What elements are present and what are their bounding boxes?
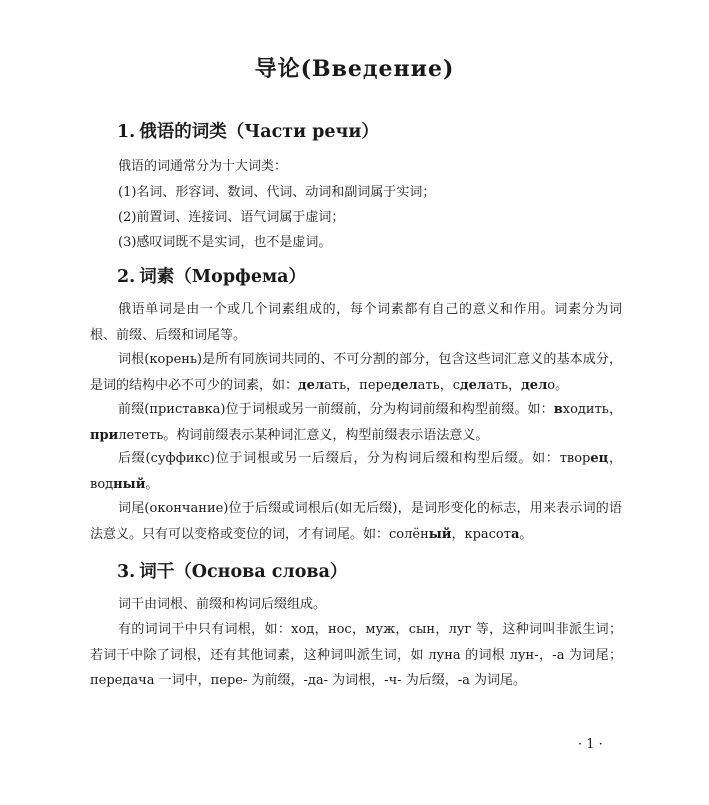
section-2-paragraph-3: 前缀(приставка)位于词根或另一前缀前，分为构词前缀和构型前缀。如：входить，прилететь。构词前缀表示某种词汇意义，构型前缀表示语法意义。 (90, 402, 622, 443)
example-word: делать (298, 377, 347, 393)
example-word: красота (464, 526, 520, 542)
section-2-number: 2. (117, 267, 136, 287)
example-word: дело (521, 377, 556, 393)
section-3-paragraph-1: 词干由词根、前缀和构词后缀组成。 (118, 597, 327, 612)
section-2-paragraph-2: 词根(корень)是所有同族词共同的、不可分割的部分，包含这些词汇意义的基本成分，是词的结构中必不可少的词素，如：делать，переделать，сделать，дело。 (90, 352, 622, 393)
example-word: творец (559, 451, 609, 466)
example-word: водный (90, 476, 146, 492)
example-word: входить (553, 402, 609, 417)
section-3-title: 词干（Основа слова） (139, 562, 348, 582)
example-word: переделать (359, 377, 440, 393)
section-1-heading (117, 118, 379, 143)
section-1-line-2: (1)名词、形容词、数词、代词、动词和副词属于实词； (118, 185, 436, 200)
page-title: 导论(Введение) (254, 56, 455, 82)
section-2-heading (117, 263, 306, 288)
section-1-line-1: 俄语的词通常分为十大词类： (118, 159, 288, 174)
example-word: прилететь (90, 427, 164, 443)
section-3-number: 3. (117, 562, 136, 582)
example-word: солёный (389, 526, 452, 542)
page-number: · 1 · (578, 737, 603, 752)
section-1-line-3: (2)前置词、连接词、语气词属于虚词； (118, 210, 345, 225)
section-3-paragraph-2: 有的词词干中只有词根，如：ход，нос，муж，сын，луг 等，这种词叫非派生词；若词干中除了词根，还有其他词素，这种词叫派生词，如 луна 的词根 лун-，-а 为词尾；передача 一词中，пере- 为前缀，-да- 为词根，-ч- 为后缀，-а 为词尾。 (90, 622, 622, 688)
section-1-number: 1. (117, 122, 136, 142)
section-2-paragraph-5: 词尾(окончание)位于后缀或词根后(如无后缀)，是词形变化的标志，用来表示词的语法意义。只有可以变格或变位的词，才有词尾。如：солёный，красота。 (90, 501, 622, 542)
section-3-heading (117, 558, 347, 583)
section-2-paragraph-1: 俄语单词是由一个或几个词素组成的，每个词素都有自己的意义和作用。词素分为词根、前缀、后缀和词尾等。 (90, 302, 622, 343)
section-1-title: 俄语的词类（Части речи） (139, 122, 379, 142)
section-2-title: 词素（Морфема） (139, 267, 307, 287)
section-1-line-4: (3)感叹词既不是实词，也不是虚词。 (118, 235, 332, 250)
example-word: сделать (452, 377, 509, 393)
section-2-paragraph-4: 后缀(суффикс)位于词根或另一后缀后，分为构词后缀和构型后缀。如：творец，водный。 (90, 451, 622, 492)
